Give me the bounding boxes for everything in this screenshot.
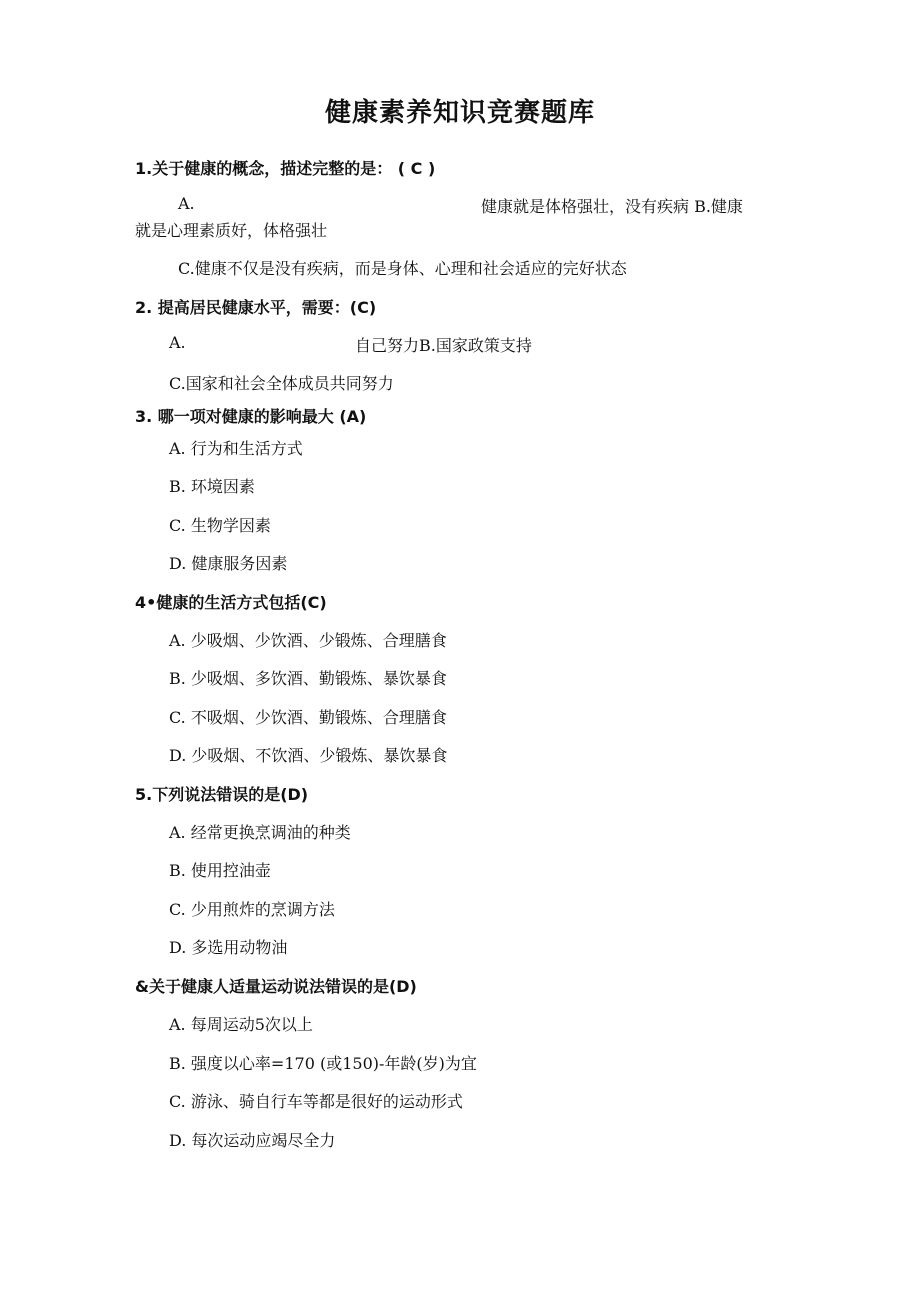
question-4-option-b: B. 少吸烟、多饮酒、勤锻炼、暴饮暴食	[169, 669, 447, 688]
question-5-stem: 5.下列说法错误的是(D)	[135, 785, 309, 804]
question-1-option-b-continued: 就是心理素质好，体格强壮	[135, 221, 328, 240]
question-4-stem: 4•健康的生活方式包括(C)	[135, 593, 327, 612]
question-2-stem: 2. 提高居民健康水平，需要：(C)	[135, 298, 377, 317]
question-6-option-c: C. 游泳、骑自行车等都是很好的运动形式	[169, 1092, 463, 1111]
question-4-option-c: C. 不吸烟、少饮酒、勤锻炼、合理膳食	[169, 708, 447, 727]
page-title: 健康素养知识竞赛题库	[324, 98, 595, 128]
question-6-option-b: B. 强度以心率=170 (或150)-年龄(岁)为宜	[169, 1054, 477, 1073]
question-3-option-a: A. 行为和生活方式	[169, 439, 303, 458]
question-3-stem: 3. 哪一项对健康的影响最大 (A)	[135, 407, 367, 426]
question-3-option-b: B. 环境因素	[169, 477, 255, 496]
question-4-option-d: D. 少吸烟、不饮酒、少锻炼、暴饮暴食	[169, 746, 448, 765]
question-5-option-c: C. 少用煎炸的烹调方法	[169, 900, 335, 919]
question-6-option-a: A. 每周运动5次以上	[169, 1015, 313, 1034]
question-1-stem: 1.关于健康的概念，描述完整的是： ( C )	[135, 159, 436, 178]
question-6-option-d: D. 每次运动应竭尽全力	[169, 1131, 336, 1150]
question-1-option-c: C.健康不仅是没有疾病，而是身体、心理和社会适应的完好状态	[178, 259, 627, 278]
question-6-stem: &关于健康人适量运动说法错误的是(D)	[135, 977, 417, 996]
question-5-option-d: D. 多选用动物油	[169, 938, 288, 957]
question-2-option-c: C.国家和社会全体成员共同努力	[169, 374, 394, 393]
question-5-option-b: B. 使用控油壶	[169, 861, 271, 880]
question-2-option-a-b-text: 自己努力B.国家政策支持	[355, 336, 532, 355]
question-1-option-a-label: A.	[178, 194, 195, 213]
question-3-option-c: C. 生物学因素	[169, 516, 271, 535]
question-3-option-d: D. 健康服务因素	[169, 554, 288, 573]
question-5-option-a: A. 经常更换烹调油的种类	[169, 823, 351, 842]
question-4-option-a: A. 少吸烟、少饮酒、少锻炼、合理膳食	[169, 631, 447, 650]
question-2-option-a-label: A.	[169, 333, 186, 352]
question-1-option-a-b-text: 健康就是体格强壮，没有疾病 B.健康	[481, 197, 743, 216]
